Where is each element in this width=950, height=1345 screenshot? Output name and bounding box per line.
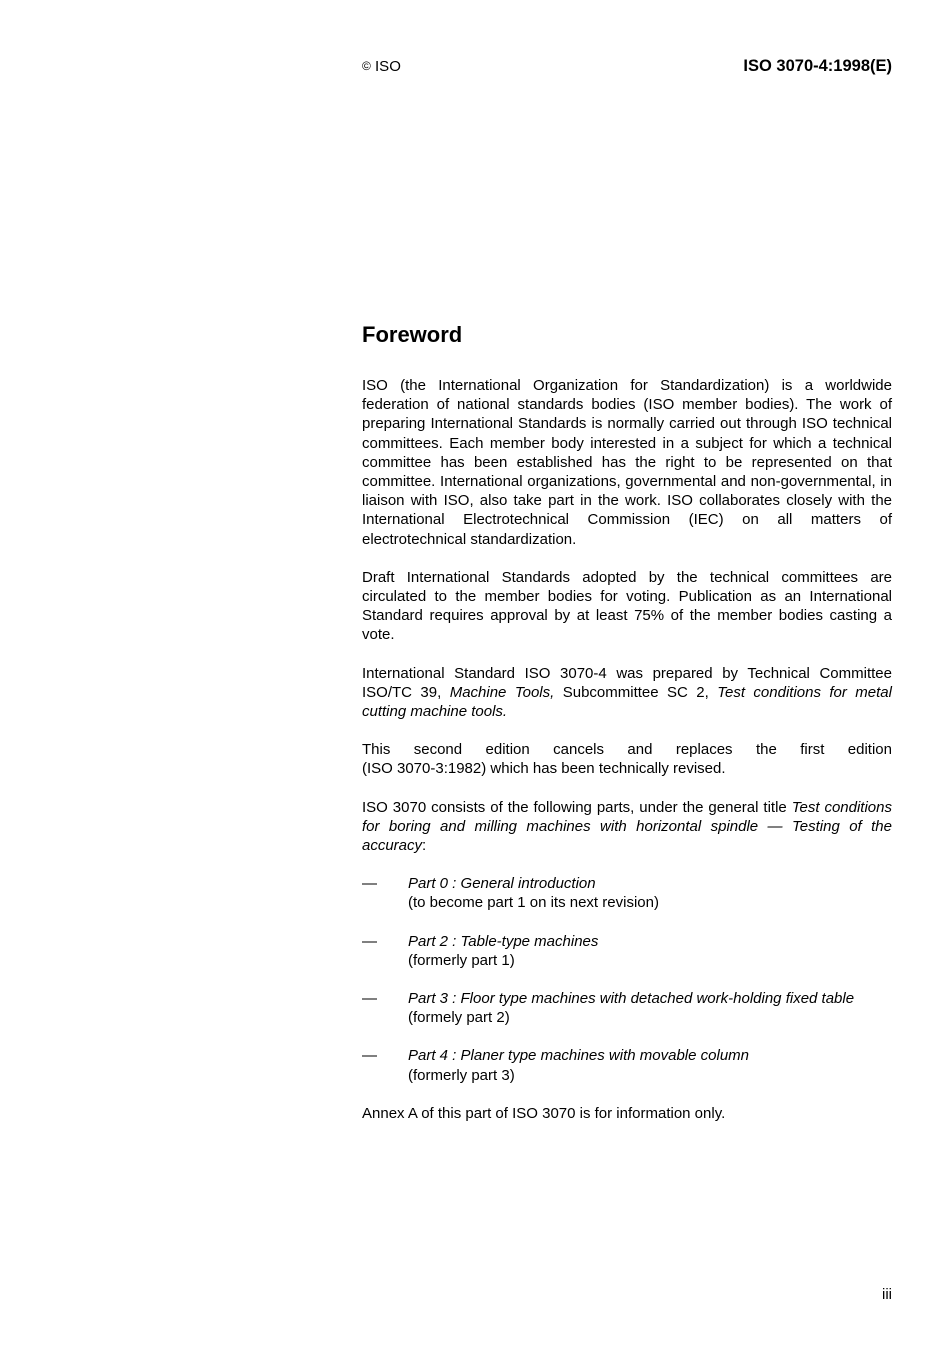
part-title: Part 2 : Table-type machines [408,932,599,950]
foreword-section [362,322,892,1142]
edition-line-2: (ISO 3070-3:1982) which has been technically revised. [362,760,726,778]
parts-intro-text: ISO 3070 consists of the following parts, under the general title [362,798,792,816]
list-item [362,874,892,912]
preparation-text-2: Subcommittee SC 2, [554,683,718,701]
committee-name: Machine Tools, [449,683,555,701]
copyright-symbol: © [362,59,371,73]
list-item [362,932,892,970]
list-dash: — [362,990,377,1008]
list-item [362,1046,892,1084]
copyright-owner: ISO [375,58,401,75]
list-dash: — [362,1047,377,1065]
foreword-paragraph-edition [362,740,892,778]
parts-intro-colon: : [422,837,427,855]
part-title: Part 3 : Floor type machines with detached work-holding fixed table [408,990,855,1008]
page-number: iii [882,1286,892,1303]
foreword-paragraph-draft: Draft International Standards adopted by the technical committees are circulated to the member bodies for voting. Publication as an International Standard requires approval by at least 75% of the member bodies casting a vote. [362,568,892,644]
part-title: Part 0 : General introduction [408,875,596,893]
edition-line-1: This second edition cancels and replaces the first edition [362,741,892,759]
list-dash: — [362,875,377,893]
part-note: (formerly part 3) [408,1066,515,1084]
list-item [362,989,892,1027]
annex-note: Annex A of this part of ISO 3070 is for information only. [362,1104,726,1122]
preparation-text-1: International Standard ISO 3070-4 was prepared by Technical Committee ISO/TC 39, [362,664,892,701]
general-title: Test conditions for boring and milling machines with horizontal spindle — Testing of the accuracy [362,798,892,855]
foreword-paragraph-parts-intro [362,798,892,856]
subcommittee-name: Test conditions for metal cutting machine tools. [362,683,892,721]
part-note: (to become part 1 on its next revision) [408,894,659,912]
foreword-title: Foreword [362,322,463,347]
foreword-paragraph-iso: ISO (the International Organization for Standardization) is a worldwide federation of national standards bodies (ISO member bodies). The work of preparing International Standards is normally carried out through ISO technical committees. Each member body interested in a subject for which a technical committee has been established has the right to be represented on that committee. International organizations, governmental and non-governmental, in liaison with ISO, also take part in the work. ISO collaborates closely with the International Electrotechnical Commission (IEC) on all matters of electrotechnical standardization. [362,377,892,548]
document-id: ISO 3070-4:1998(E) [743,57,892,75]
foreword-paragraph-preparation [362,664,892,722]
header-copyright [362,58,401,75]
part-note: (formerly part 1) [408,951,515,969]
part-title: Part 4 : Planer type machines with movable column [408,1047,749,1065]
list-dash: — [362,932,377,950]
part-note: (formely part 2) [408,1009,510,1027]
